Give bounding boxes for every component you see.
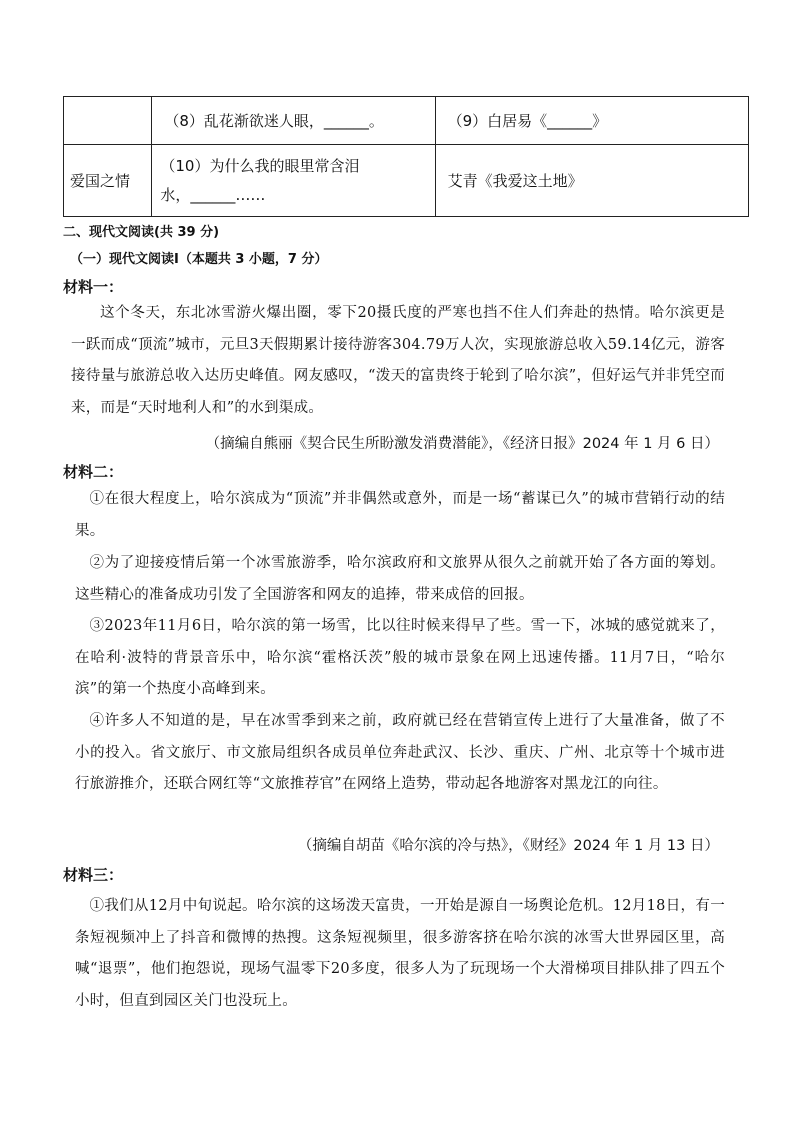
table-cell-category (64, 97, 152, 145)
table-row (64, 145, 749, 217)
table-cell-poem-line (152, 145, 435, 217)
section-title: 二、现代文阅读(共 39 分) (63, 225, 220, 240)
table-cell-author-title: （9）白居易《______》 (435, 97, 748, 145)
material3-title: 材料三： (63, 866, 124, 884)
poetry-table (63, 96, 749, 217)
material2-title: 材料二： (63, 463, 124, 481)
poem-line-1: （10）为什么我的眼里常含泪 (160, 156, 360, 175)
material1-title: 材料一： (63, 278, 124, 296)
material2-paragraph-1: ①在很大程度上，哈尔滨成为“顶流”并非偶然或意外，而是一场“蓄谋已久”的城市营销行动的结果。 (75, 491, 725, 539)
material2-paragraph-3: ③2023年11月6日，哈尔滨的第一场雪，比以往时候来得早了些。雪一下，冰城的感觉就来了，在哈利·波特的背景音乐中，哈尔滨“霍格沃茨”般的城市景象在网上迅速传播。11月7日，“哈尔滨”的第一个热度小高峰到来。 (75, 618, 725, 697)
material2-paragraph-2: ②为了迎接疫情后第一个冰雪旅游季，哈尔滨政府和文旅界从很久之前就开始了各方面的筹划。这些精心的准备成功引发了全国游客和网友的追捧，带来成倍的回报。 (75, 555, 725, 603)
material3-paragraph-1: ①我们从12月中旬说起。哈尔滨的这场泼天富贵，一开始是源自一场舆论危机。12月18日，有一条短视频冲上了抖音和微博的热搜。这条短视频里，很多游客挤在哈尔滨的冰雪大世界园区里，高喊“退票”，他们抱怨说，现场气温零下20多度，很多人为了玩现场一个大滑梯项目排队排了四五个小时，但直到园区关门也没玩上。 (75, 898, 725, 1009)
material1-paragraph: 这个冬天，东北冰雪游火爆出圈，零下20摄氏度的严寒也挡不住人们奔赴的热情。哈尔滨更是一跃而成“顶流”城市，元旦3天假期累计接待游客304.79万人次，实现旅游总收入59.14亿元，游客接待量与旅游总收入达历史峰值。网友感叹，“泼天的富贵终于轮到了哈尔滨”，但好运气并非凭空而来，而是“天时地利人和”的水到渠成。 (71, 305, 725, 416)
section-subtitle: （一）现代文阅读Ⅰ（本题共 3 小题，7 分） (70, 252, 328, 267)
material2-paragraph-4: ④许多人不知道的是，早在冰雪季到来之前，政府就已经在营销宣传上进行了大量准备，做了不小的投入。省文旅厅、市文旅局组织各成员单位奔赴武汉、长沙、重庆、广州、北京等十个城市进行旅游推介，还联合网红等“文旅推荐官”在网络上造势，带动起各地游客对黑龙江的向往。 (75, 713, 725, 792)
table-cell-author-title: 艾青《我爱这土地》 (435, 145, 748, 217)
table-row (64, 97, 749, 145)
material1-source: （摘编自熊丽《契合民生所盼激发消费潜能》，《经济日报》2024 年 1 月 6 日） (205, 436, 719, 452)
table-cell-category: 爱国之情 (64, 145, 152, 217)
material2-source: （摘编自胡苗《哈尔滨的冷与热》，《财经》2024 年 1 月 13 日） (297, 838, 719, 854)
poem-line-2: 水，______…… (160, 185, 266, 204)
table-cell-poem-line: （8）乱花渐欲迷人眼，______。 (152, 97, 435, 145)
